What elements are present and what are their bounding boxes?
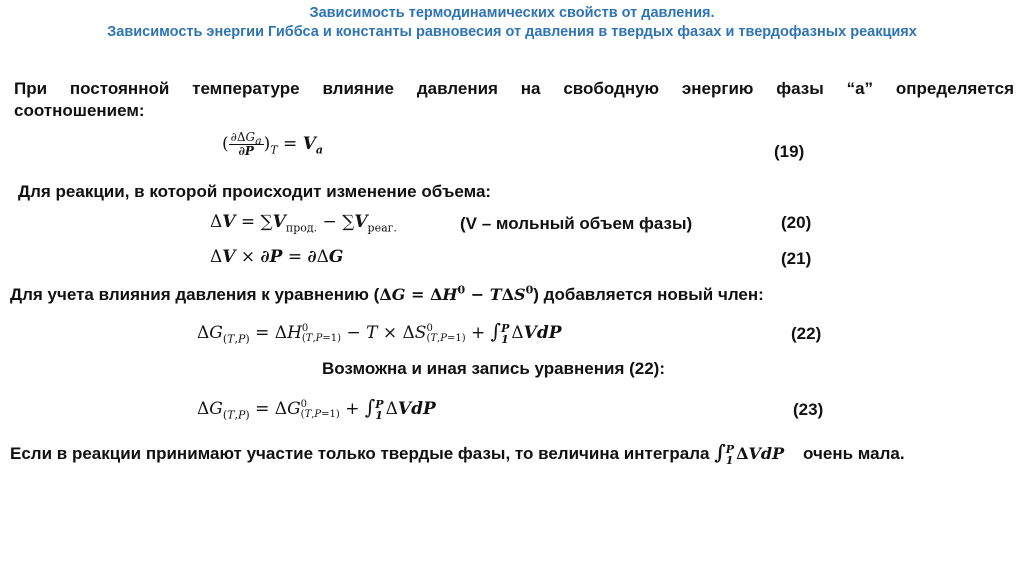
volume-note: (V – мольный объем фазы)	[460, 214, 693, 233]
equation-number-20: (20)	[781, 213, 812, 232]
pressure-account-text-start: Для учета влияния давления к уравнению (	[10, 285, 380, 304]
intro-line-1: При постоянной температуре влияние давления на свободную энергию фазы “a” определяется	[14, 79, 1014, 98]
pressure-account-text	[10, 284, 764, 306]
inline-gibbs-equation: $\Delta G = \Delta H^0 - T\Delta S^0$	[379, 283, 534, 304]
equation-23: $\Delta G_{(T,P)} = \Delta G$ 0 (T,P=1) + ∫ P 1 ΔVdP	[197, 395, 436, 422]
subscript-products: прод.	[285, 221, 318, 235]
final-text-end: очень мала.	[803, 444, 905, 463]
inline-integral: ∫ P 1 ΔVdP	[714, 440, 785, 467]
equation-number-22: (22)	[791, 324, 822, 343]
equation-21: ΔV × ∂P = ∂ΔG	[210, 247, 344, 267]
reaction-text: Для реакции, в которой происходит изменение объема:	[18, 182, 492, 201]
pressure-account-text-end: ) добавляется новый член:	[533, 285, 764, 304]
intro-line-2: соотношением:	[14, 101, 145, 120]
equation-19: ( $\frac{\partial\Delta G_a}{\partial P}$ )$_T = V_a$	[222, 130, 324, 158]
equation-number-19: (19)	[774, 142, 805, 161]
final-text-start: Если в реакции принимают участие только твердые фазы, то величина интеграла	[10, 444, 710, 463]
final-text	[10, 441, 905, 466]
equation-22: $\Delta G_{(T,P)} = \Delta H$ 0 (T,P=1) − T × ΔS 0 (T,P=1) + ∫ P 1 ΔVdP	[197, 319, 562, 346]
slide-title-line-2: Зависимость энергии Гиббса и константы равновесия от давления в твердых фазах и твердофазных реакциях	[107, 24, 917, 40]
equation-20: $\Delta V = \sum V_{прод.} - \sum V_{реаг.}$	[210, 212, 397, 235]
alternative-form-text: Возможна и иная запись уравнения (22):	[322, 359, 665, 378]
equation-number-23: (23)	[793, 400, 824, 419]
subscript-reagents: реаг.	[367, 221, 397, 235]
slide-title-line-1: Зависимость термодинамических свойств от давления.	[309, 5, 715, 21]
equation-number-21: (21)	[781, 249, 812, 268]
slide-header	[0, 4, 1024, 42]
